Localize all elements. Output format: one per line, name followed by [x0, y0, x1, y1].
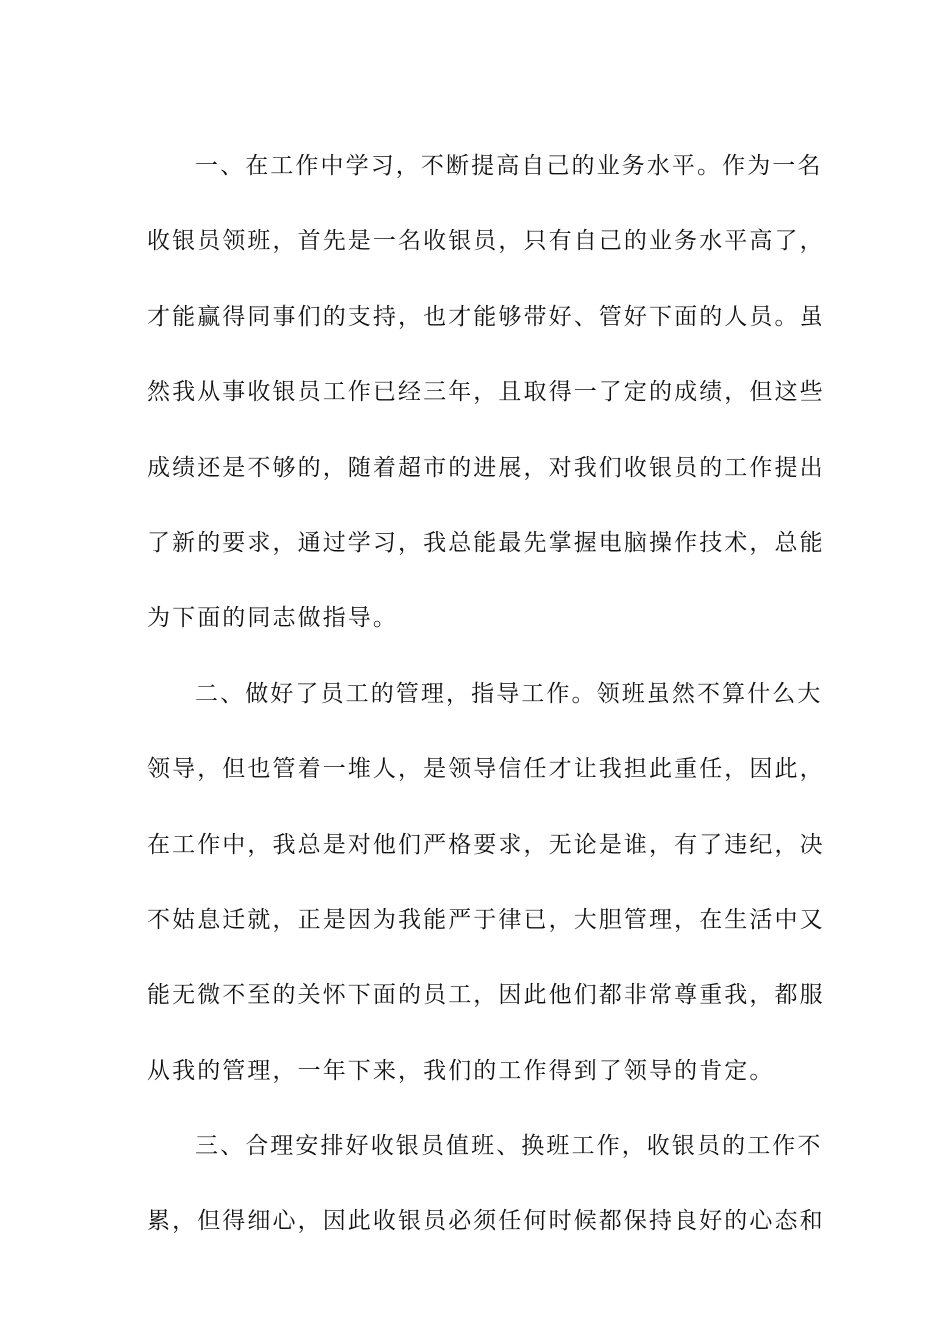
paragraph-1-line-7: 为下面的同志做指导。 — [147, 605, 398, 632]
paragraph-2-line-2: 领导，但也管着一堆人，是领导信任才让我担此重任，因此， — [147, 756, 825, 783]
paragraph-2-line-3: 在工作中，我总是对他们严格要求，无论是谁，有了违纪，决 — [147, 831, 825, 858]
document-body — [147, 129, 825, 1260]
paragraph-3-line-2: 累，但得细心，因此收银员必须任何时候都保持良好的心态和 — [147, 1208, 825, 1235]
paragraph-1-line-1: 一、在工作中学习，不断提高自己的业务水平。作为一名 — [195, 153, 823, 179]
paragraph-2-line-5: 能无微不至的关怀下面的员工，因此他们都非常尊重我，都服 — [147, 982, 825, 1009]
paragraph-2-line-6: 从我的管理，一年下来，我们的工作得到了领导的肯定。 — [147, 1057, 775, 1084]
paragraph-3-line-1: 三、合理安排好收银员值班、换班工作，收银员的工作不 — [195, 1133, 823, 1160]
paragraph-1-line-6: 了新的要求，通过学习，我总能最先掌握电脑操作技术，总能 — [147, 529, 825, 556]
paragraph-1-line-5: 成绩还是不够的，随着超市的进展，对我们收银员的工作提出 — [147, 454, 825, 481]
paragraph-1-line-2: 收银员领班，首先是一名收银员，只有自己的业务水平高了， — [147, 228, 825, 255]
paragraph-2-line-4: 不姑息迁就，正是因为我能严于律已，大胆管理，在生活中又 — [147, 906, 825, 933]
paragraph-1-line-4: 然我从事收银员工作已经三年，且取得一了定的成绩，但这些 — [147, 379, 825, 406]
paragraph-1-line-3: 才能赢得同事们的支持，也才能够带好、管好下面的人员。虽 — [147, 303, 825, 330]
paragraph-2-line-1: 二、做好了员工的管理，指导工作。领班虽然不算什么大 — [195, 680, 823, 707]
